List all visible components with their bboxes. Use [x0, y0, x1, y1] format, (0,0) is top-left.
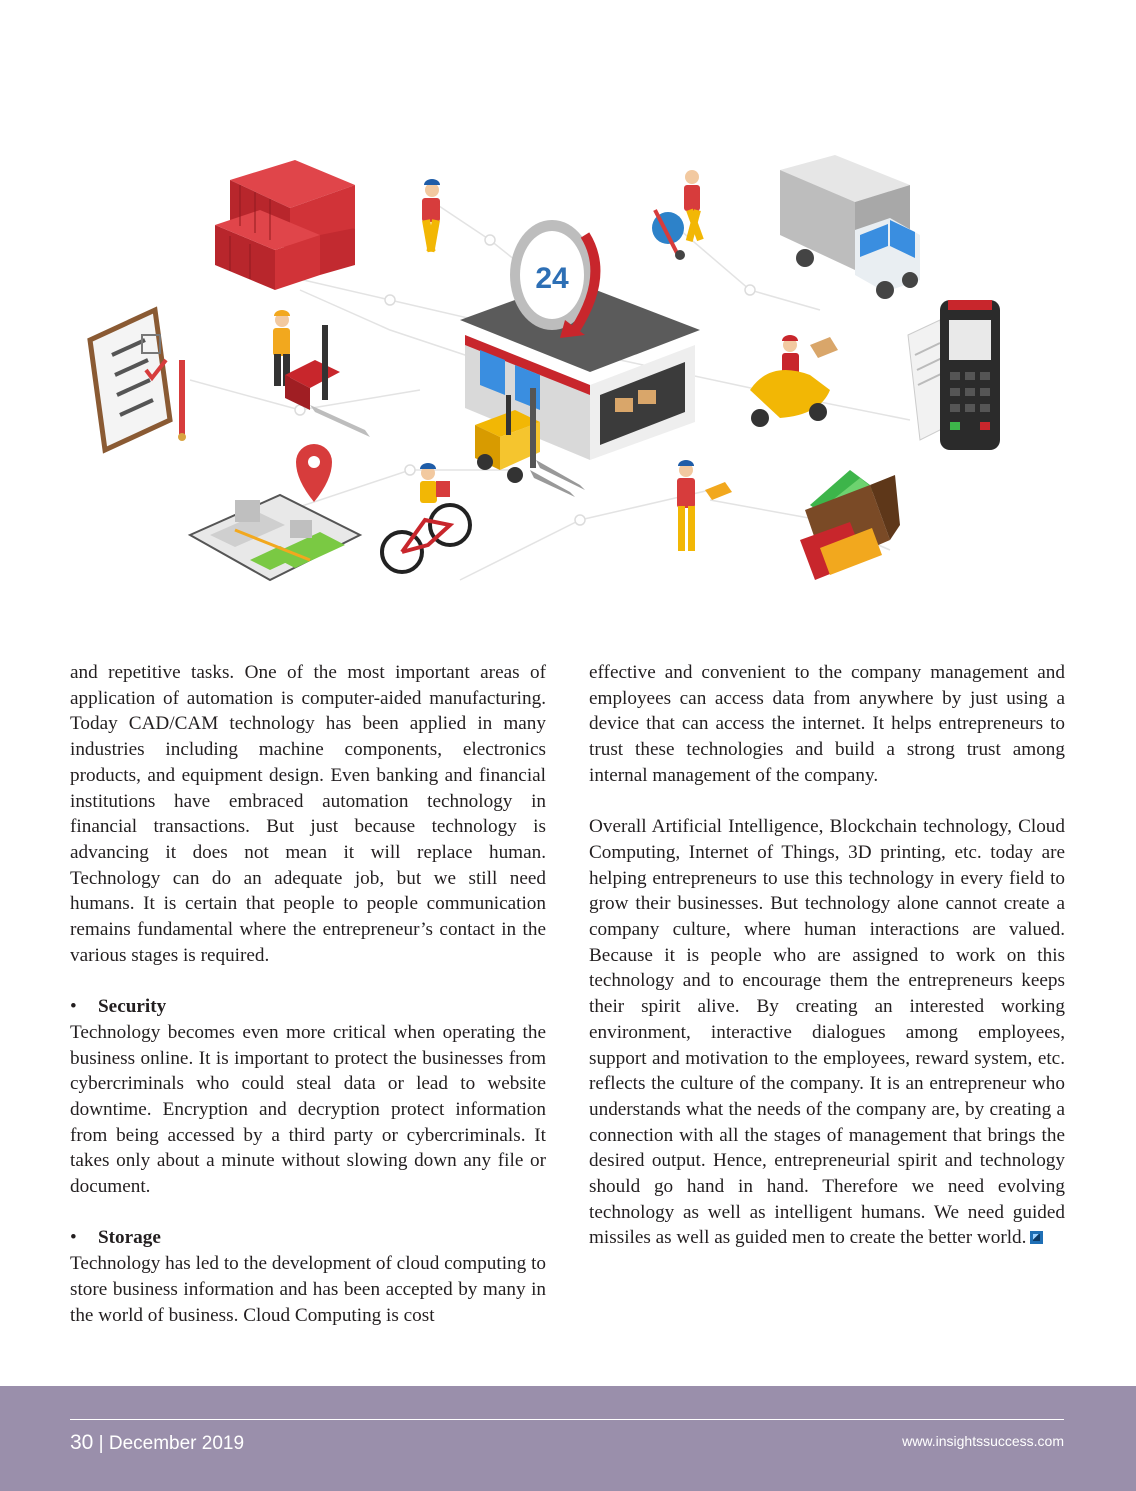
storage-heading — [70, 1225, 546, 1251]
scanner-icon — [908, 300, 1000, 450]
page-number: 30 — [70, 1431, 94, 1454]
scooter-courier-icon — [750, 335, 838, 427]
city-map-icon — [190, 444, 360, 580]
left-column — [70, 660, 546, 1328]
shipping-containers-icon — [215, 160, 355, 290]
left-paragraph-1: and repetitive tasks. One of the most important areas of application of automation is computer-aided manufacturing. Today CAD/CAM technology has been applied in many industries including machine components, electronics products, and equipment design. Even banking and financial institutions have embraced automation technology in financial transactions. But just because technology is advancing it does not mean it will replace human. Technology can do an adequate job, but we still need humans. It is certain that people to people communication remains fundamental where the entrepreneur’s contact in the various stages is required. — [70, 662, 546, 966]
security-heading — [70, 994, 546, 1020]
delivery-truck-icon — [780, 155, 920, 299]
logistics-illustration — [60, 140, 1076, 610]
right-paragraph-1: effective and convenient to the company management and employees can access data from anywhere by just using a device that can access the internet. It helps entrepreneurs to trust these technologies and build a strong trust among internal management of the company. — [589, 662, 1065, 786]
bullet-icon: • — [70, 996, 77, 1018]
hand-truck-worker-icon — [652, 170, 704, 260]
checklist-icon — [90, 310, 186, 450]
right-column — [589, 660, 1065, 1251]
issue-date: December 2019 — [108, 1433, 245, 1454]
security-paragraph: Technology becomes even more critical when operating the business online. It is important to protect the businesses from cybercriminals who could steal data or lead to website downtime. Encryption and decryption protect information from being accessed by a third party or cybercriminals. It takes only about a minute without slowing down any file or document. — [70, 1021, 546, 1198]
page-footer — [0, 1386, 1136, 1491]
right-paragraph-2 — [589, 814, 1065, 1251]
footer-issue — [70, 1431, 244, 1455]
footer-rule — [70, 1419, 1064, 1420]
footer-separator: | — [98, 1433, 104, 1454]
storage-heading-text: Storage — [98, 1227, 161, 1249]
right-paragraph-2-text: Overall Artificial Intelligence, Blockchain technology, Cloud Computing, Internet of Things, 3D printing, etc. today are helping entrepreneurs to use this technology in every field to grow their businesses. But technology alone cannot create a company culture, where human interactions are valued. Because it is people who are assigned to work on this technology and to encourage them the entrepreneurs keeps their spirit alive. By creating an interested working environment, interactive dialogues among employees, support and motivation to the employees, reward system, etc. reflects the culture of the company. It is an entrepreneur who understands what the needs of the company are, by creating a connection with all the stages of management that brings the desired output. Hence, entrepreneurial spirit and technology should go hand in hand. Therefore we need evolving technology as well as intelligent humans. We need guided missiles as well as guided men to create the better world. — [589, 816, 1065, 1249]
clock-label: 24 — [535, 262, 569, 295]
wallet-icon — [800, 470, 900, 580]
courier-icon — [422, 179, 440, 252]
end-mark-icon — [1030, 1231, 1043, 1244]
website-link[interactable]: www.insightssuccess.com — [902, 1433, 1064, 1449]
pallet-jack-worker-icon — [273, 310, 370, 437]
bicycle-courier-icon — [382, 463, 470, 572]
storage-paragraph: Technology has led to the development of cloud computing to store business information and has been accepted by many in the world of business. Cloud Computing is cost — [70, 1253, 546, 1326]
security-heading-text: Security — [98, 996, 167, 1018]
bullet-icon: • — [70, 1227, 77, 1249]
delivery-person-icon — [677, 460, 732, 551]
